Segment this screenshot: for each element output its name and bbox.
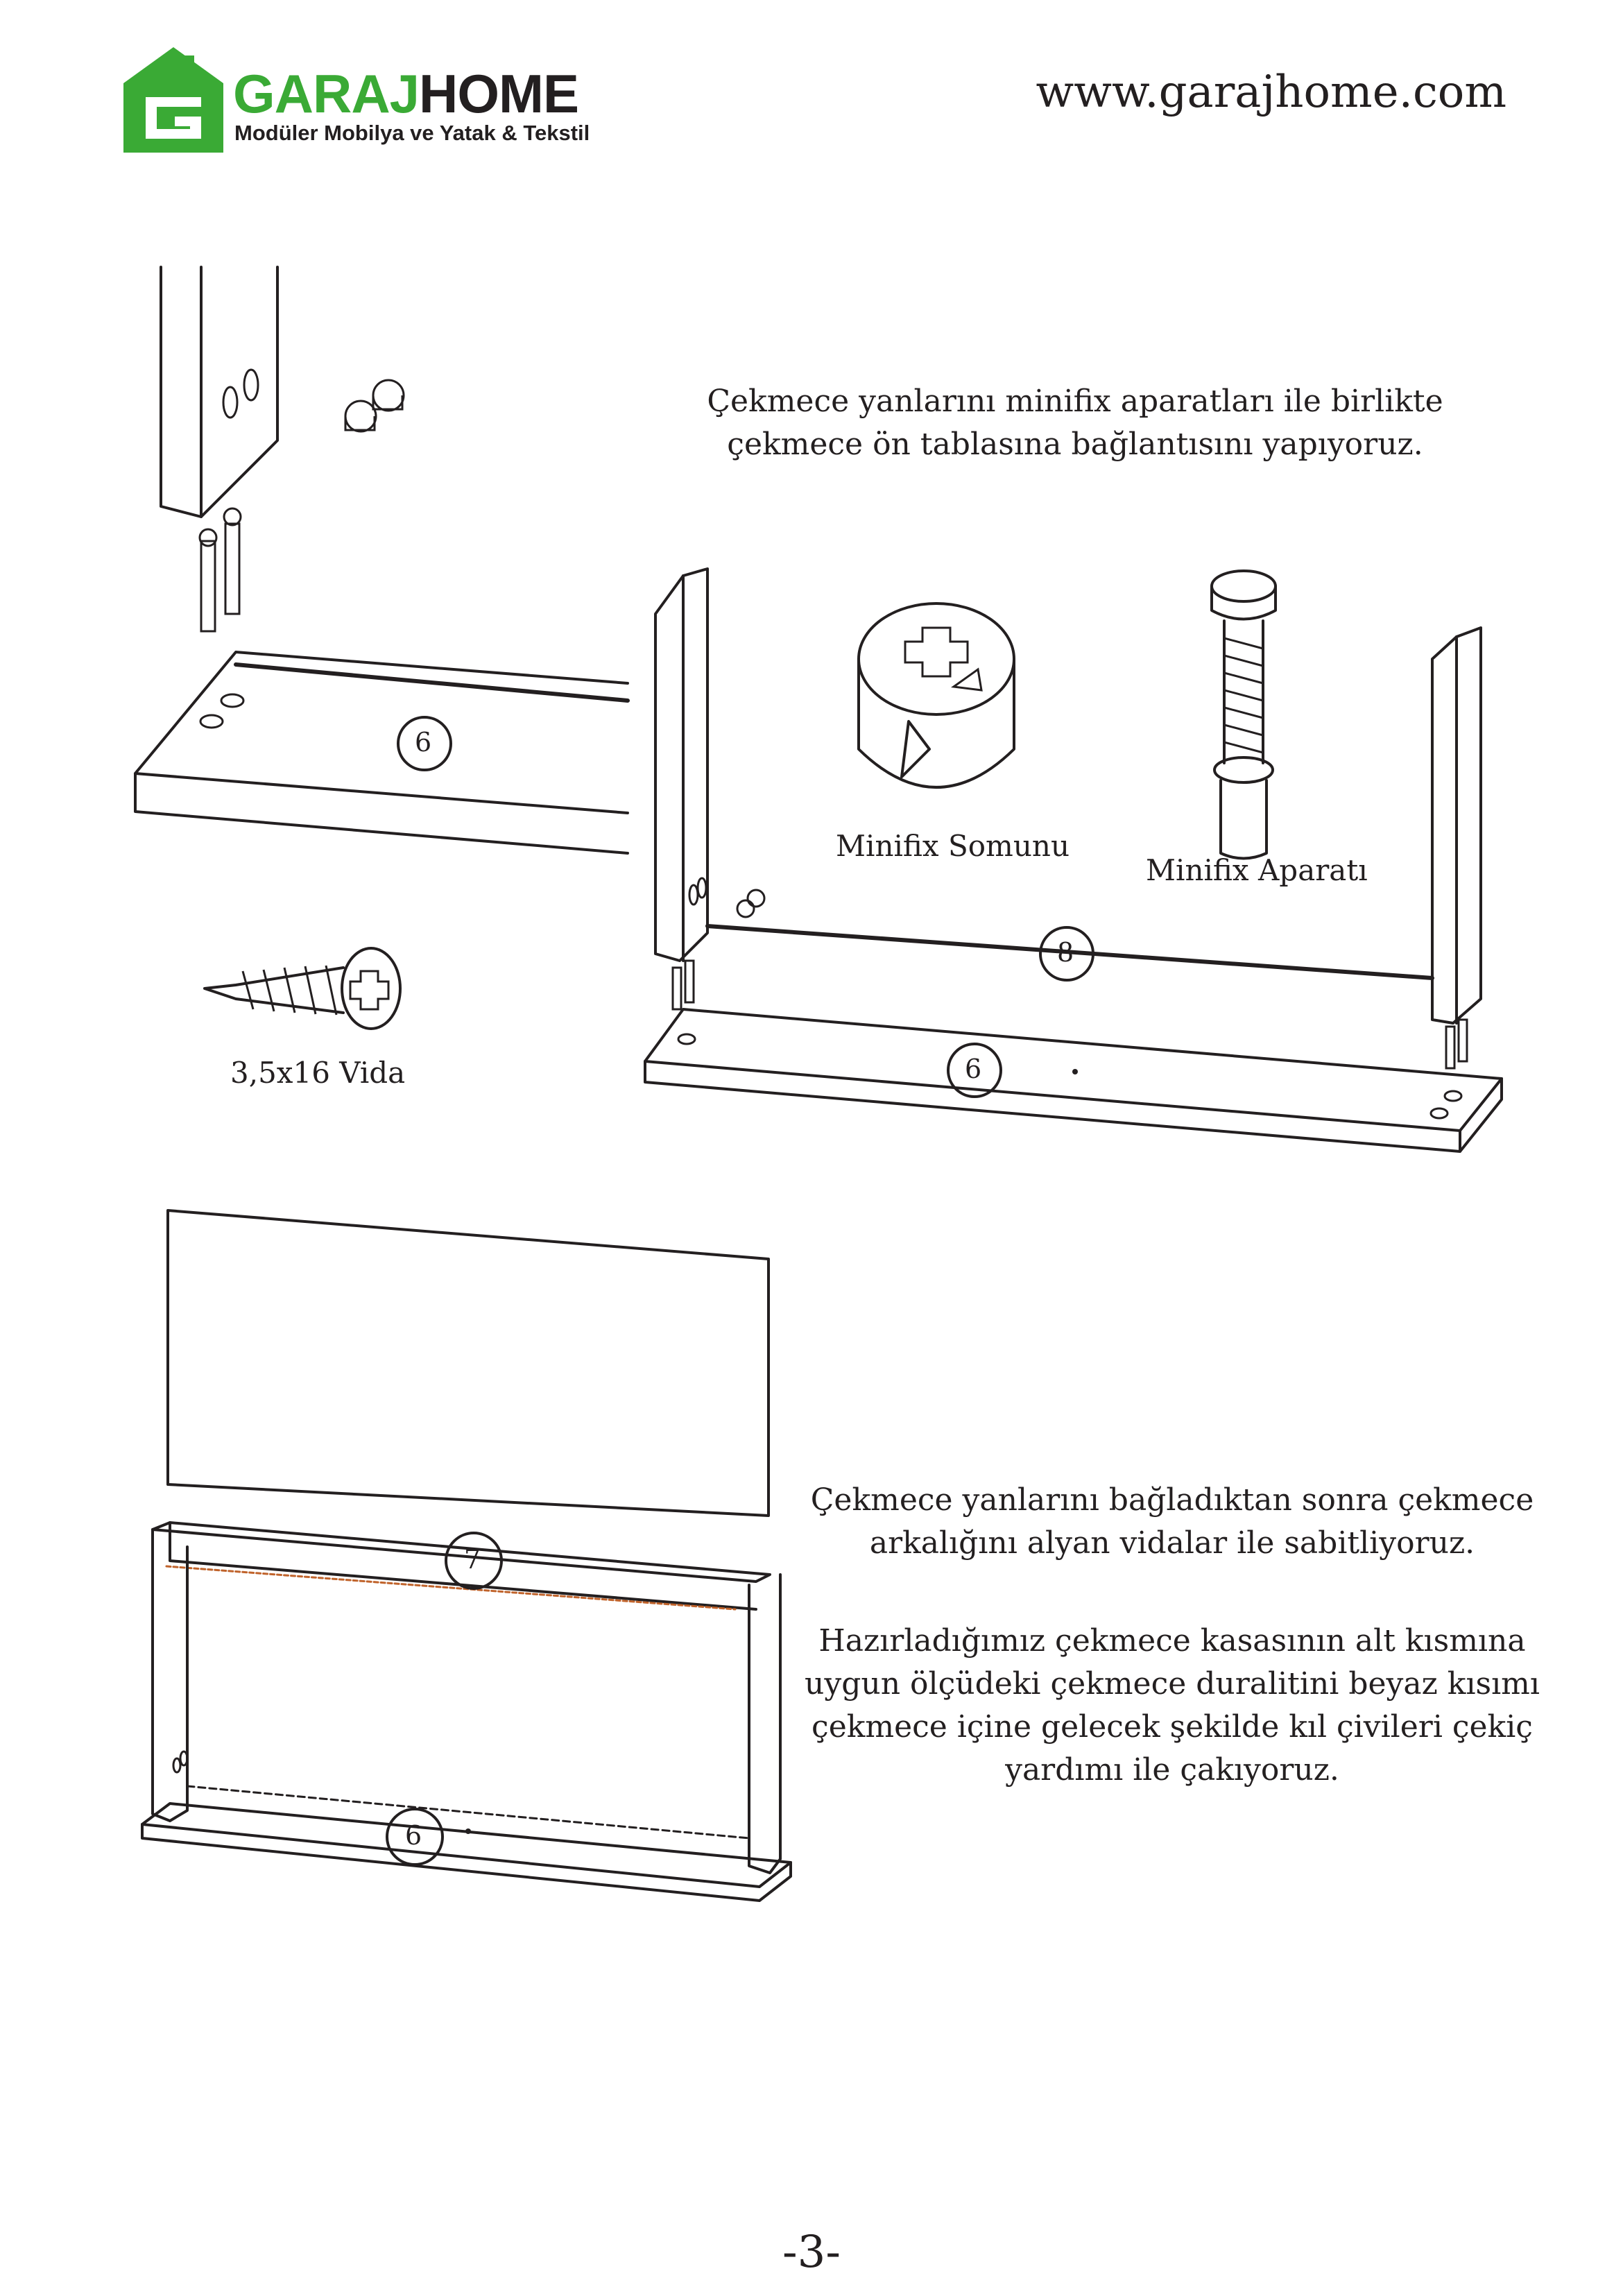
part-number-back-panel: 7 (464, 1544, 481, 1575)
back-panel-sheet (168, 1210, 768, 1516)
step2-caption-b-line4: yardımı ile çakıyoruz. (1005, 1752, 1339, 1788)
step2-caption-a-line2: arkalığını alyan vidalar ile sabitliyoruz. (869, 1525, 1475, 1561)
step2-caption-b-line3: çekmece içine gelecek şekilde kıl çivileri çekiç (812, 1709, 1533, 1745)
part-number-connector: 8 (1057, 937, 1074, 968)
part-number-front-panel: 6 (405, 1820, 422, 1851)
part-number-front-left: 6 (415, 727, 432, 757)
step2-caption-b-line2: uygun ölçüdeki çekmece duralitini beyaz kısımı (805, 1666, 1540, 1702)
drawer-frame (142, 1523, 791, 1901)
website-url: www.garajhome.com (1036, 67, 1506, 118)
step2-caption-a (791, 1479, 1554, 1565)
label-minifix-bolt: Minifix Aparatı (1146, 853, 1368, 887)
brand-name-part2: HOME (419, 63, 579, 124)
brand-name-part1: GARAJ (233, 63, 420, 124)
step2-caption-b (791, 1620, 1554, 1792)
part-number-front-right: 6 (965, 1054, 982, 1084)
label-screw: 3,5x16 Vida (230, 1056, 406, 1090)
step2-caption-b-line1: Hazırladığımız çekmece kasasının alt kısmına (818, 1623, 1526, 1659)
step1-caption-line1: Çekmece yanlarını minifix aparatları ile birlikte (707, 384, 1443, 419)
step1-caption-line2: çekmece ön tablasına bağlantısını yapıyoruz. (727, 427, 1423, 462)
label-minifix-nut: Minifix Somunu (836, 829, 1070, 863)
step2-caption-a-line1: Çekmece yanlarını bağladıktan sonra çekmece (810, 1482, 1534, 1518)
page-number: -3- (782, 2227, 841, 2278)
brand-tagline: Modüler Mobilya ve Yatak & Tekstil (234, 121, 590, 145)
